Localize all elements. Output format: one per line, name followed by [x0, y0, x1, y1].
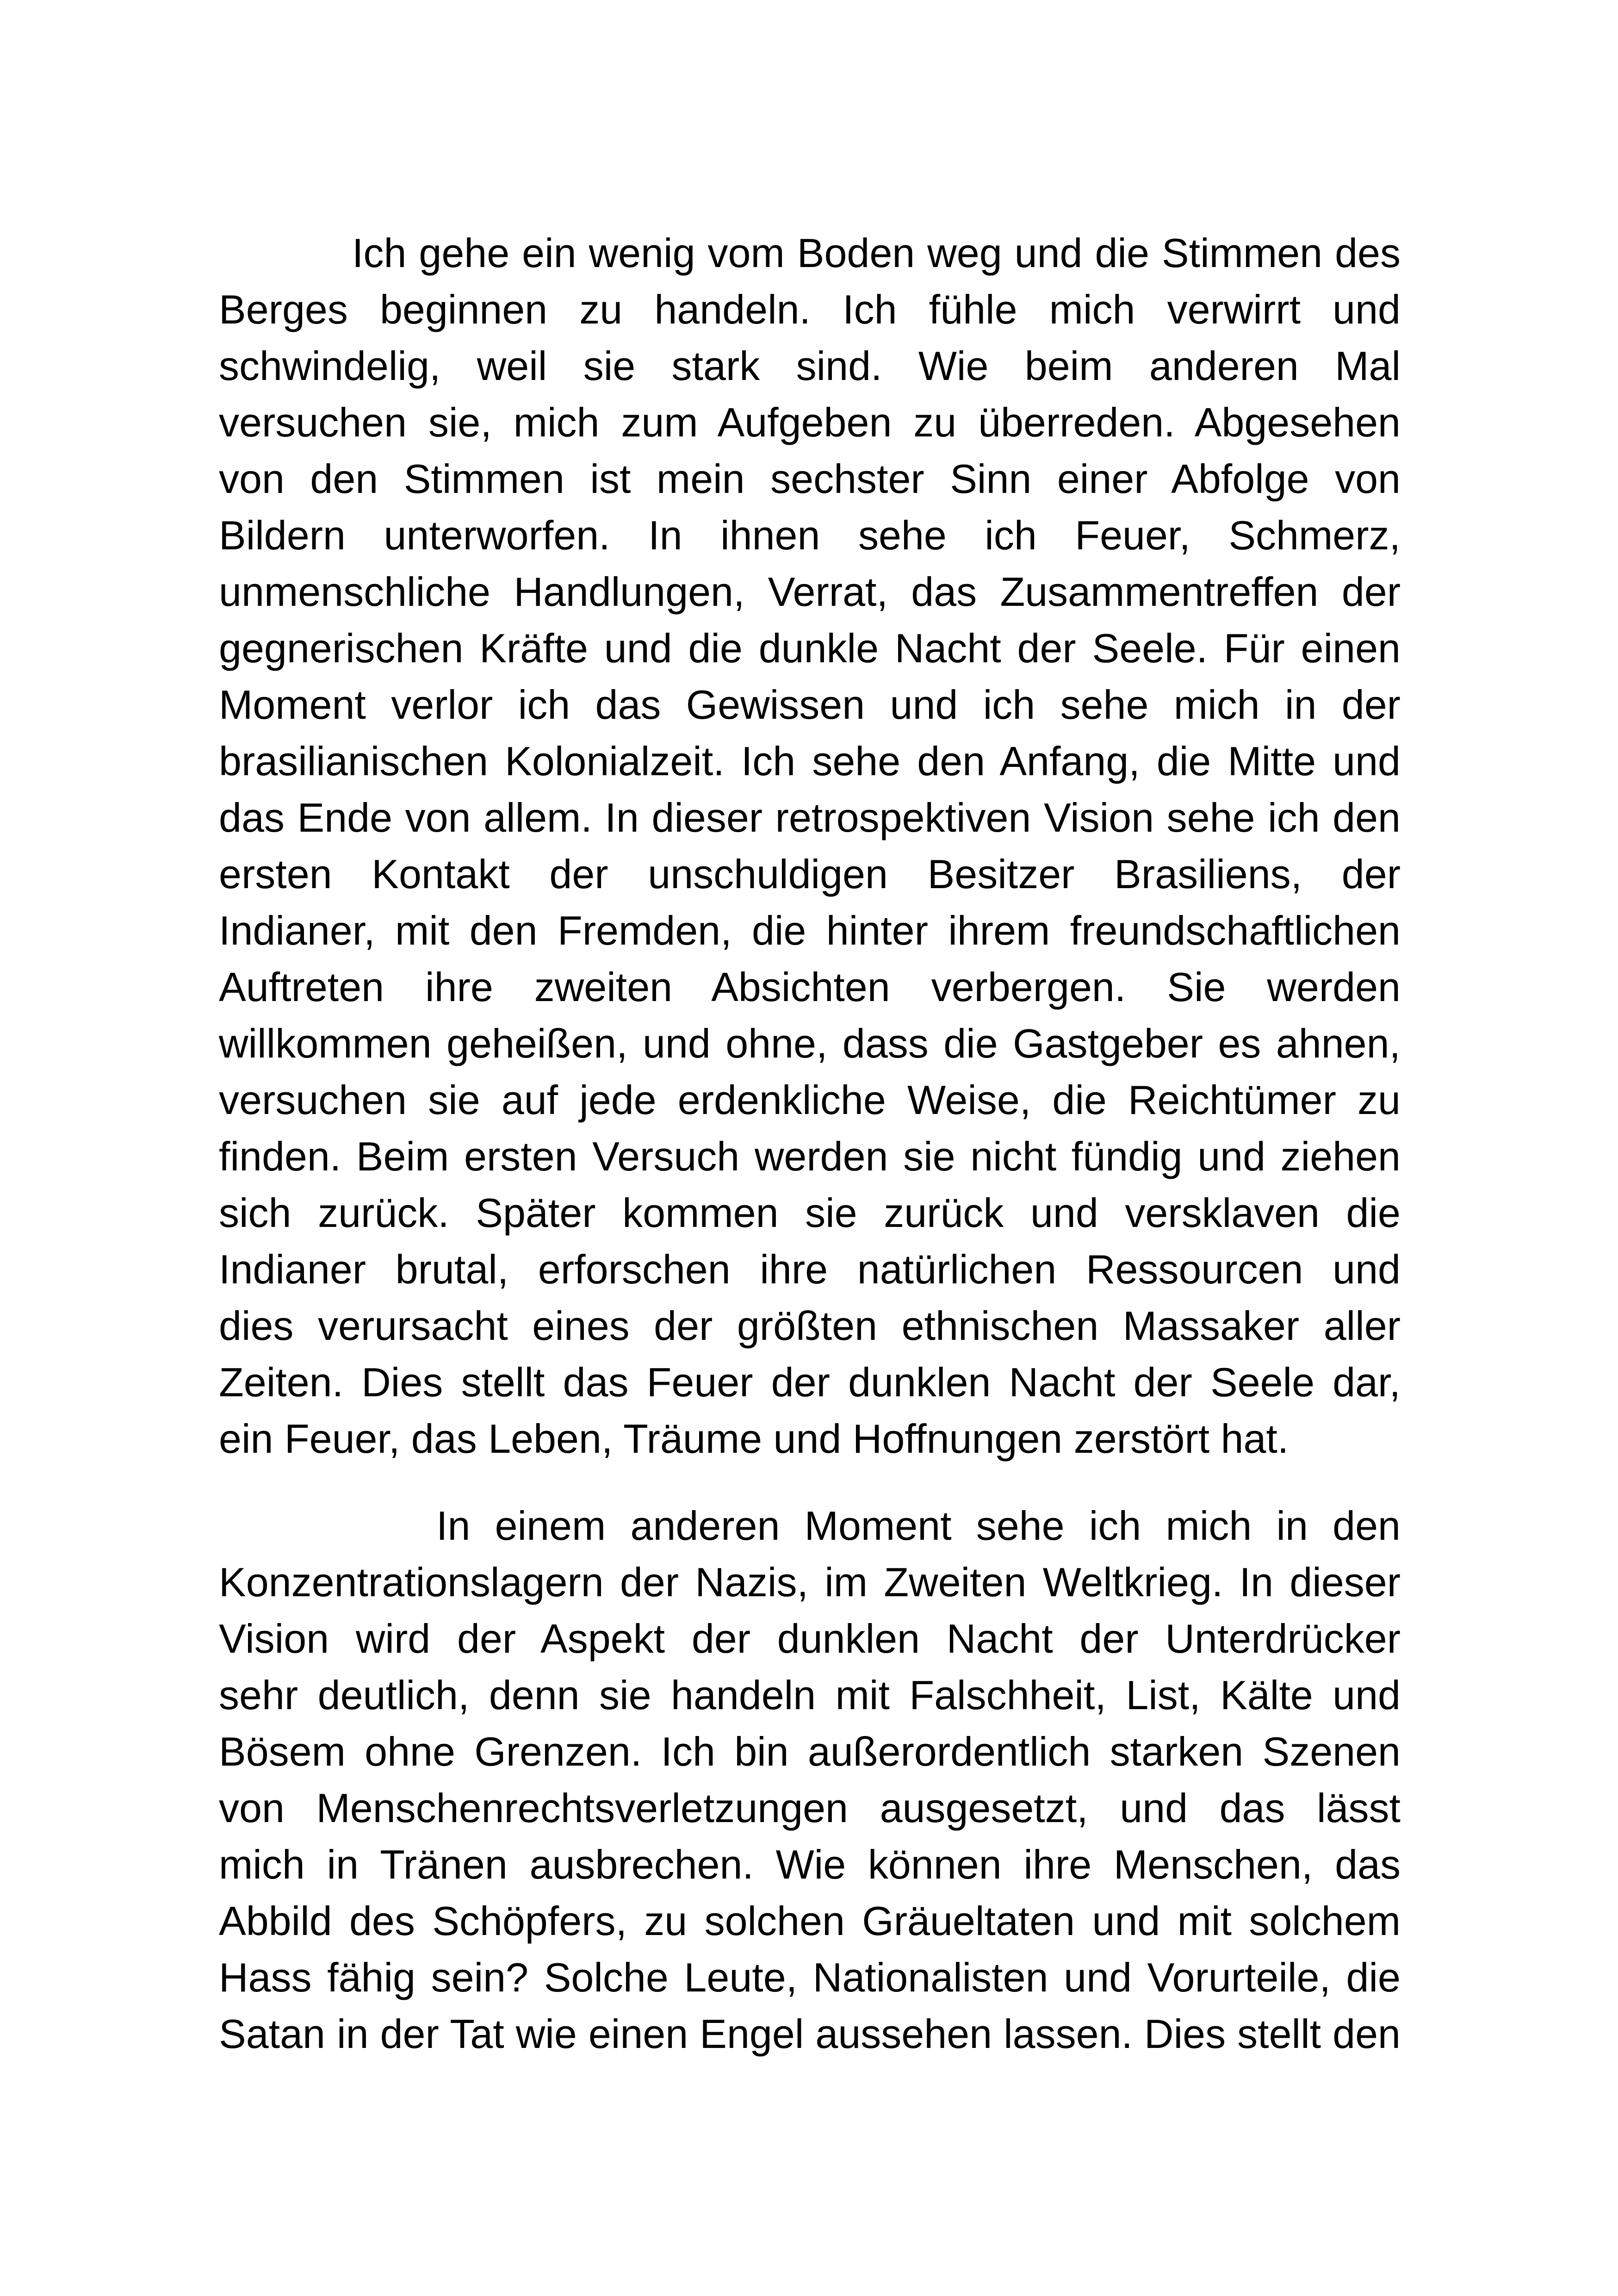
paragraph-1-line: ersten Kontakt der unschuldigen Besitzer Brasiliens, der — [219, 851, 1401, 897]
paragraph-2-line: Konzentrationslagern der Nazis, im Zweiten Weltkrieg. In dieser — [219, 1559, 1401, 1605]
paragraph-2-line: Bösem ohne Grenzen. Ich bin außerordentlich starken Szenen — [219, 1729, 1401, 1774]
paragraph-2-line: von Menschenrechtsverletzungen ausgesetzt, und das lässt — [219, 1785, 1401, 1831]
paragraph-1-line: Bildern unterworfen. In ihnen sehe ich Feuer, Schmerz, — [219, 512, 1401, 558]
paragraph-1-line: schwindelig, weil sie stark sind. Wie beim anderen Mal — [219, 343, 1401, 389]
paragraph-1-line: von den Stimmen ist mein sechster Sinn einer Abfolge von — [219, 456, 1401, 502]
paragraph-1-line: versuchen sie auf jede erdenkliche Weise, die Reichtümer zu — [219, 1077, 1401, 1123]
paragraph-1-line: Auftreten ihre zweiten Absichten verbergen. Sie werden — [219, 964, 1401, 1010]
paragraph-2-line: mich in Tränen ausbrechen. Wie können ihre Menschen, das — [219, 1842, 1401, 1887]
paragraph-2-line: Hass fähig sein? Solche Leute, Nationalisten und Vorurteile, die — [219, 1954, 1401, 2000]
paragraph-1-line: versuchen sie, mich zum Aufgeben zu überreden. Abgesehen — [219, 399, 1401, 445]
paragraph-1-line: Moment verlor ich das Gewissen und ich sehe mich in der — [219, 682, 1401, 728]
paragraph-1-line: ein Feuer, das Leben, Träume und Hoffnungen zerstört hat. — [219, 1416, 1289, 1462]
paragraph-1-line: brasilianischen Kolonialzeit. Ich sehe den Anfang, die Mitte und — [219, 738, 1401, 784]
paragraph-1-line: dies verursacht eines der größten ethnischen Massaker aller — [219, 1303, 1401, 1349]
paragraph-2-line: Vision wird der Aspekt der dunklen Nacht der Unterdrücker — [219, 1616, 1401, 1661]
paragraph-1-line: Zeiten. Dies stellt das Feuer der dunklen Nacht der Seele dar, — [219, 1359, 1401, 1405]
paragraph-1-line: sich zurück. Später kommen sie zurück und versklaven die — [219, 1190, 1401, 1236]
paragraph-1-line: Berges beginnen zu handeln. Ich fühle mich verwirrt und — [219, 286, 1401, 332]
paragraph-1-line: unmenschliche Handlungen, Verrat, das Zusammentreffen der — [219, 569, 1401, 615]
paragraph-1-line: finden. Beim ersten Versuch werden sie nicht fündig und ziehen — [219, 1133, 1401, 1179]
paragraph-1-line: Indianer brutal, erforschen ihre natürlichen Ressourcen und — [219, 1246, 1401, 1292]
paragraph-1-line: das Ende von allem. In dieser retrospektiven Vision sehe ich den — [219, 795, 1401, 840]
paragraph-2 — [219, 1498, 1401, 2062]
paragraph-2-line: sehr deutlich, denn sie handeln mit Falschheit, List, Kälte und — [219, 1672, 1401, 1718]
paragraph-1 — [219, 225, 1401, 1467]
paragraph-2-line: Abbild des Schöpfers, zu solchen Gräueltaten und mit solchem — [219, 1898, 1401, 1944]
paragraph-1-line: Indianer, mit den Fremden, die hinter ihrem freundschaftlichen — [219, 908, 1401, 953]
paragraph-1-line: gegnerischen Kräfte und die dunkle Nacht der Seele. Für einen — [219, 625, 1401, 671]
paragraph-2-line: In einem anderen Moment sehe ich mich in den — [436, 1503, 1401, 1549]
paragraph-2-line: Satan in der Tat wie einen Engel aussehen lassen. Dies stellt den — [219, 2011, 1401, 2057]
paragraph-1-line: willkommen geheißen, und ohne, dass die Gastgeber es ahnen, — [219, 1020, 1401, 1066]
paragraph-1-line: Ich gehe ein wenig vom Boden weg und die Stimmen des — [352, 230, 1401, 276]
